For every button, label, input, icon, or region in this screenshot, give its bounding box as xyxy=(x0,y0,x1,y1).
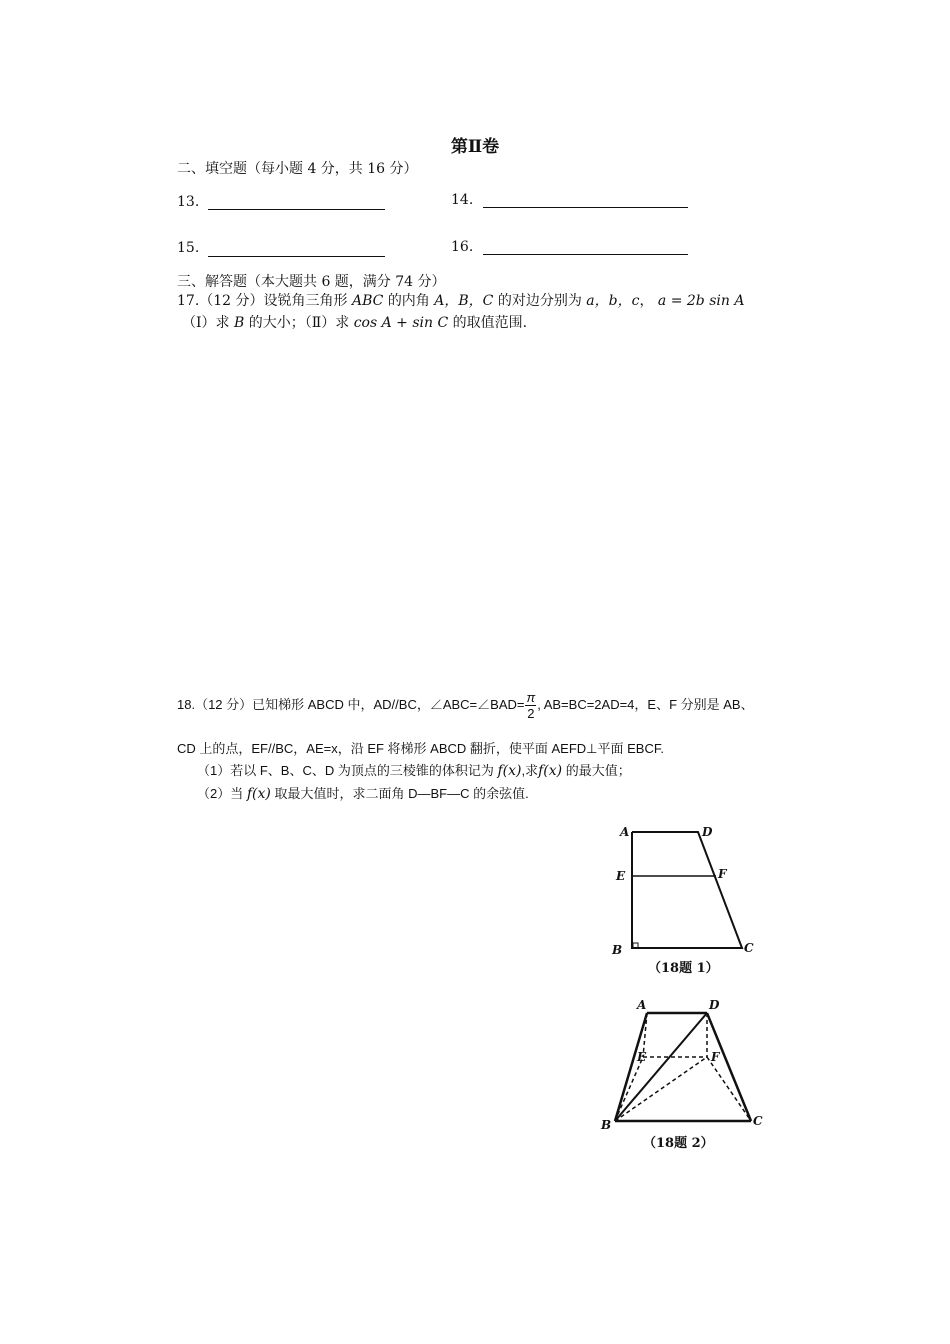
q17-math: ABC xyxy=(351,293,384,309)
q18-text: （1）若以 F、B、C、D 为顶点的三棱锥的体积记为 xyxy=(197,763,494,778)
q17-math: a，b，c xyxy=(586,293,640,309)
fraction-pi-over-2 xyxy=(525,690,536,721)
q17-equation: a = 2b sin A xyxy=(657,293,745,309)
answer-blank-16[interactable] xyxy=(483,254,688,255)
q17-text: 17.（12 分）设锐角三角形 xyxy=(177,293,348,309)
label-a: A xyxy=(620,825,630,839)
blank-label-14: 14. xyxy=(451,192,474,208)
q18-text: 的最大值； xyxy=(565,763,631,778)
label-d: D xyxy=(702,825,713,839)
q18-text: 取最大值时，求二面角 D—BF—C 的余弦值. xyxy=(274,786,529,801)
q18-function: f(x) xyxy=(497,763,522,779)
q18-text: , AB=BC=2AD=4，E、F 分别是 AB、 xyxy=(537,696,754,712)
answer-blank-13[interactable] xyxy=(208,209,385,210)
answer-blank-14[interactable] xyxy=(483,207,688,208)
q17-text: 的取值范围. xyxy=(452,315,528,331)
q17-text: 的内角 xyxy=(387,293,430,309)
q18-text: ,求 xyxy=(521,763,539,778)
question-17-line-1 xyxy=(177,292,744,310)
label-c: C xyxy=(753,1114,763,1128)
label-e: E xyxy=(616,869,626,883)
figure-caption: （18题 1） xyxy=(648,961,719,976)
fraction-numerator: π xyxy=(526,690,536,705)
edge-bd xyxy=(615,1013,707,1121)
q17-text: 的大小；（Ⅱ）求 xyxy=(248,315,350,331)
q18-text: 18.（12 分）已知梯形 ABCD 中，AD//BC，∠ABC=∠BAD= xyxy=(177,696,525,712)
q18-function: f(x) xyxy=(246,786,271,802)
answer-blank-15[interactable] xyxy=(208,256,385,257)
q18-function: f(x) xyxy=(538,763,563,779)
blank-label-16: 16. xyxy=(451,239,474,255)
figure-18-2 xyxy=(595,995,770,1155)
blank-label-13: 13. xyxy=(177,194,200,210)
question-18-line-3 xyxy=(197,760,631,779)
label-b: B xyxy=(612,943,623,957)
solution-heading: 三、解答题（本大题共 6 题，满分 74 分） xyxy=(177,274,446,290)
blank-label-15: 15. xyxy=(177,240,200,256)
q17-math: B xyxy=(233,315,245,331)
q17-text: （Ⅰ）求 xyxy=(182,315,230,331)
edge-cd xyxy=(707,1013,751,1121)
question-18-line-2: CD 上的点，EF//BC，AE=x，沿 EF 将梯形 ABCD 翻折，使平面 AEFD⊥平面 EBCF. xyxy=(177,741,664,756)
label-b: B xyxy=(601,1118,612,1132)
q17-text: 的对边分别为 xyxy=(497,293,582,309)
question-18-line-1 xyxy=(177,690,754,721)
label-d: D xyxy=(709,998,720,1012)
page-title: 第Ⅱ卷 xyxy=(450,137,500,157)
question-18-line-4 xyxy=(197,783,529,802)
label-f: F xyxy=(711,1050,720,1064)
fraction-denominator: 2 xyxy=(527,706,535,721)
label-a: A xyxy=(637,998,647,1012)
fill-in-heading: 二、填空题（每小题 4 分，共 16 分） xyxy=(177,161,418,177)
q17-text: ， xyxy=(639,293,654,309)
figure-caption: （18题 2） xyxy=(643,1136,714,1151)
label-e: E xyxy=(637,1050,647,1064)
label-f: F xyxy=(718,867,727,881)
q17-math: A，B，C xyxy=(434,293,494,309)
q18-text: （2）当 xyxy=(197,786,244,801)
q17-math: cos A + sin C xyxy=(353,315,449,331)
figure-18-1 xyxy=(600,820,770,980)
edge-ba xyxy=(615,1013,647,1121)
question-17-line-2 xyxy=(182,314,527,332)
label-c: C xyxy=(744,941,754,955)
trapezoid-outline xyxy=(632,832,742,948)
